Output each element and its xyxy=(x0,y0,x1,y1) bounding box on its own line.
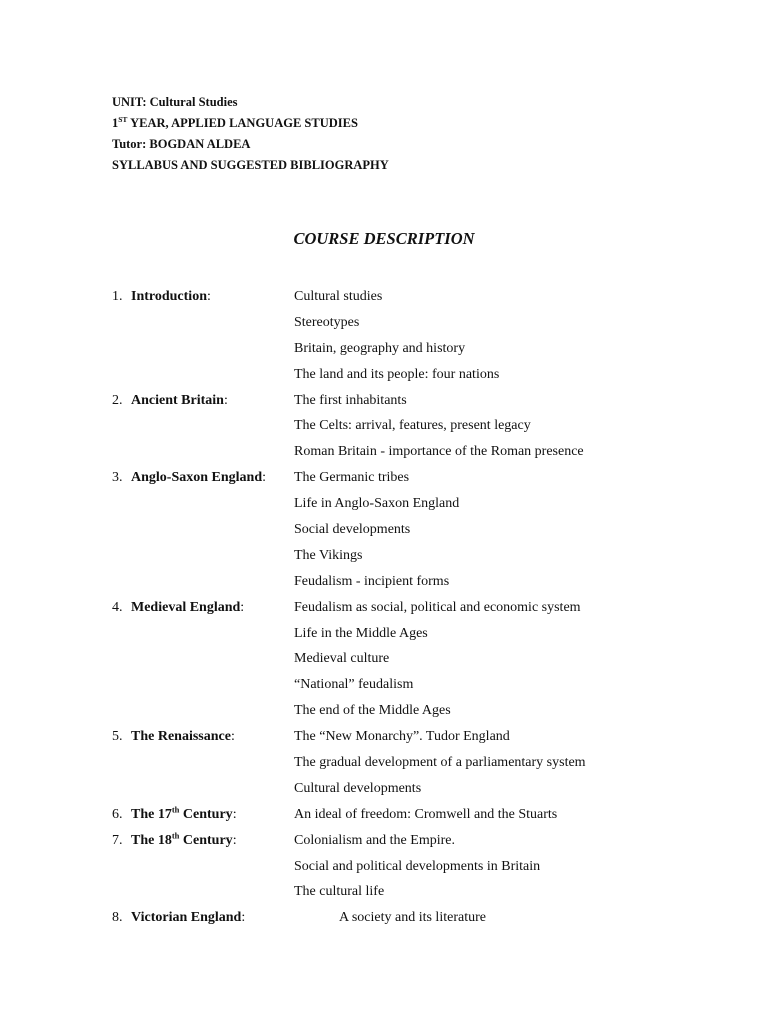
topic-text: The first inhabitants xyxy=(294,392,407,408)
topic-row xyxy=(112,879,712,905)
section-row xyxy=(112,724,712,750)
section-name xyxy=(131,289,207,304)
topic-row xyxy=(112,362,712,388)
topic-row xyxy=(112,439,712,465)
topic-text: A society and its literature xyxy=(339,910,486,926)
section-number: 7. xyxy=(112,832,123,848)
topic-text: Britain, geography and history xyxy=(294,340,466,356)
topic-text: Social developments xyxy=(294,522,411,538)
topic-text: The Vikings xyxy=(294,547,363,563)
section-colon: : xyxy=(240,599,245,615)
topic-row xyxy=(112,672,712,698)
section-name xyxy=(131,804,233,822)
topic-row xyxy=(112,621,712,647)
topic-text: The Germanic tribes xyxy=(294,470,410,486)
course-outline xyxy=(112,284,712,931)
section-heading xyxy=(131,802,237,828)
topic-row xyxy=(112,750,712,776)
topic-text: Social and political developments in Britain xyxy=(294,858,541,874)
section-colon: : xyxy=(232,832,237,848)
topic-row xyxy=(112,776,712,802)
section-name xyxy=(131,830,233,848)
section-heading xyxy=(131,828,237,854)
section-colon: : xyxy=(206,289,211,304)
year-line xyxy=(112,113,389,134)
section-colon: : xyxy=(223,392,228,408)
section-heading xyxy=(131,284,211,310)
topic-row xyxy=(112,310,712,336)
topic-text: Life in Anglo-Saxon England xyxy=(294,496,460,512)
section-number: 3. xyxy=(112,470,123,486)
section-name xyxy=(131,470,262,485)
section-heading xyxy=(131,388,228,414)
topic-text: Feudalism - incipient forms xyxy=(294,573,450,589)
topic-text: Roman Britain - importance of the Roman presence xyxy=(294,444,584,460)
section-name-text: The Renaissance xyxy=(131,729,231,745)
topic-row xyxy=(112,854,712,880)
topic-row xyxy=(112,491,712,517)
topic-text: Colonialism and the Empire. xyxy=(294,832,455,848)
topic-text: Stereotypes xyxy=(294,314,360,330)
section-name-suffix: Century xyxy=(179,832,233,848)
topic-row xyxy=(112,569,712,595)
topic-text: The cultural life xyxy=(294,884,385,900)
topic-text: The Celts: arrival, features, present legacy xyxy=(294,418,531,434)
section-row xyxy=(112,595,712,621)
topic-text: Cultural studies xyxy=(294,289,383,304)
topic-text: The end of the Middle Ages xyxy=(294,703,451,719)
section-heading xyxy=(131,595,244,621)
topic-text: The “New Monarchy”. Tudor England xyxy=(294,729,510,745)
section-name xyxy=(131,600,240,615)
section-colon: : xyxy=(262,470,266,486)
section-number: 8. xyxy=(112,910,123,926)
topic-text: An ideal of freedom: Cromwell and the Stuarts xyxy=(294,806,558,822)
topic-text: “National” feudalism xyxy=(294,677,414,693)
topic-text: Life in the Middle Ages xyxy=(294,625,428,641)
section-name-text: Introduction xyxy=(131,289,207,304)
section-heading xyxy=(131,724,235,750)
section-row xyxy=(112,905,712,931)
section-colon: : xyxy=(232,806,237,822)
topic-row xyxy=(112,543,712,569)
section-name-text: Victorian England xyxy=(131,910,242,926)
topic-text: Feudalism as social, political and economic system xyxy=(294,599,581,615)
year-superscript: ST xyxy=(118,114,128,124)
section-colon: : xyxy=(241,910,246,926)
section-heading xyxy=(131,905,245,931)
syllabus-line: SYLLABUS AND SUGGESTED BIBLIOGRAPHY xyxy=(112,158,389,172)
topic-row xyxy=(112,698,712,724)
section-name xyxy=(131,910,241,925)
section-number: 5. xyxy=(112,729,123,745)
section-row xyxy=(112,284,712,310)
section-name-superscript: th xyxy=(171,804,180,815)
section-name-text: Medieval England xyxy=(131,599,241,615)
section-name-text: The 17 xyxy=(131,806,172,822)
year-rest: YEAR, APPLIED LANGUAGE STUDIES xyxy=(127,116,358,130)
section-name xyxy=(131,729,231,744)
section-heading xyxy=(131,465,266,491)
section-name-text: Anglo-Saxon England xyxy=(131,470,263,486)
section-name xyxy=(131,393,224,408)
topic-row xyxy=(112,336,712,362)
topic-row xyxy=(112,517,712,543)
topic-text: The gradual development of a parliamentary system xyxy=(294,755,586,771)
section-name-superscript: th xyxy=(171,830,180,841)
section-row xyxy=(112,388,712,414)
section-number: 1. xyxy=(112,289,123,304)
section-number: 2. xyxy=(112,392,123,408)
section-row xyxy=(112,465,712,491)
year-number: 1 xyxy=(112,116,119,130)
page-title: COURSE DESCRIPTION xyxy=(293,229,475,248)
section-name-suffix: Century xyxy=(179,806,233,822)
document-header xyxy=(112,92,389,176)
section-colon: : xyxy=(230,729,235,745)
tutor-line: Tutor: BOGDAN ALDEA xyxy=(112,137,251,151)
topic-text: Medieval culture xyxy=(294,651,390,667)
section-number: 6. xyxy=(112,806,123,822)
topic-text: Cultural developments xyxy=(294,780,422,796)
section-name-text: The 18 xyxy=(131,832,172,848)
section-number: 4. xyxy=(112,599,123,615)
section-name-text: Ancient Britain xyxy=(131,392,224,408)
unit-line: UNIT: Cultural Studies xyxy=(112,95,238,109)
section-row xyxy=(112,802,712,828)
topic-row xyxy=(112,646,712,672)
topic-row xyxy=(112,413,712,439)
topic-text: The land and its people: four nations xyxy=(294,366,500,382)
section-row xyxy=(112,828,712,854)
